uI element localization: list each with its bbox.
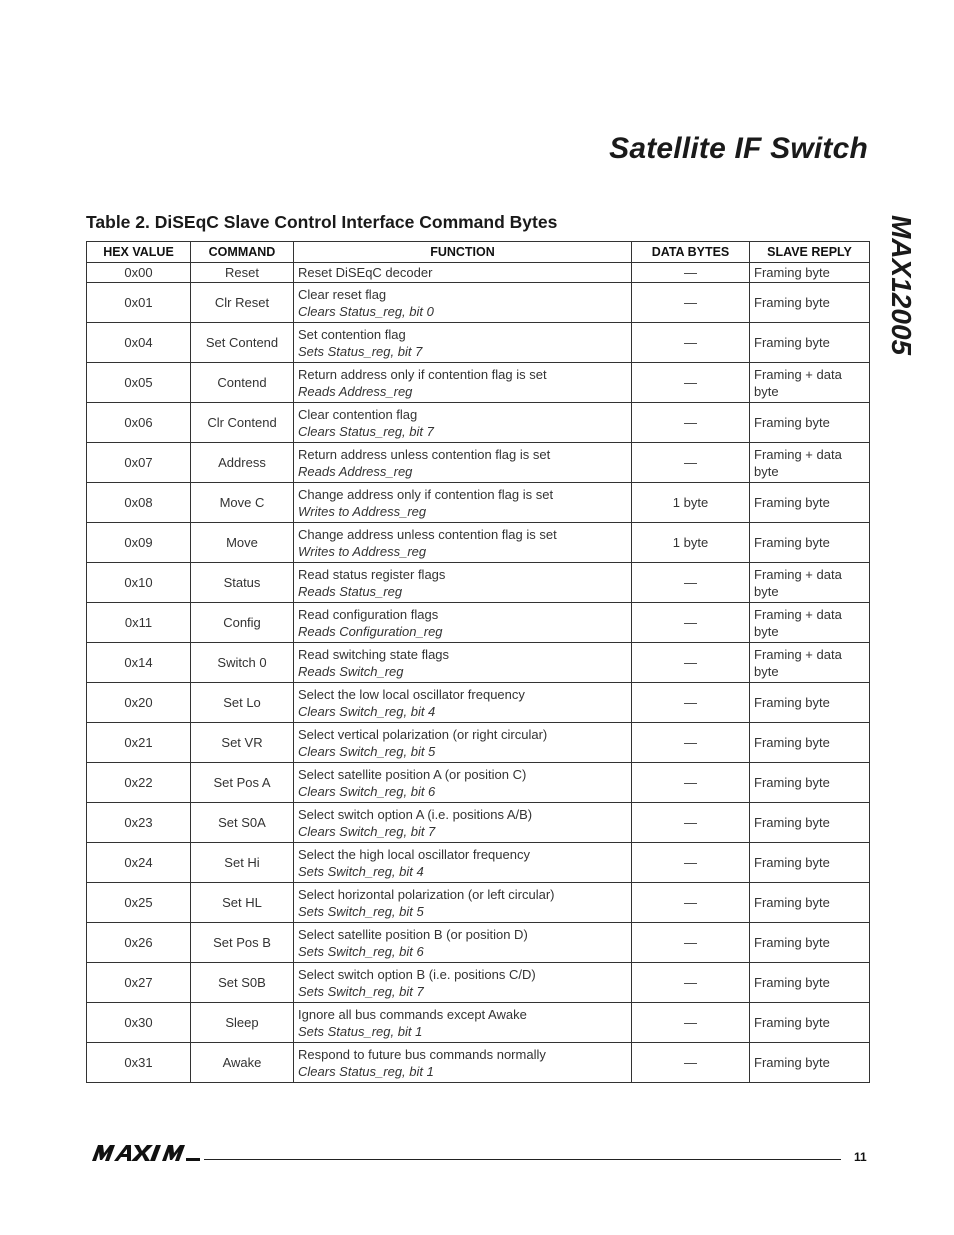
function-register: Sets Switch_reg, bit 6 <box>298 943 424 959</box>
cell-function <box>294 803 632 843</box>
table-row <box>87 523 870 563</box>
cell-command: Set Hi <box>191 843 294 883</box>
cell-slave-reply: Framing + data byte <box>750 643 870 683</box>
cell-hex-value: 0x24 <box>87 843 191 883</box>
function-description: Select vertical polarization (or right circular) <box>298 726 548 742</box>
cell-data-bytes: — <box>632 843 750 883</box>
cell-function <box>294 483 632 523</box>
cell-slave-reply: Framing byte <box>750 323 870 363</box>
cell-data-bytes: 1 byte <box>632 483 750 523</box>
cell-function <box>294 563 632 603</box>
page-title: Satellite IF Switch <box>609 132 868 165</box>
cell-data-bytes: — <box>632 283 750 323</box>
cell-slave-reply: Framing byte <box>750 1003 870 1043</box>
table-row <box>87 843 870 883</box>
table-row <box>87 603 870 643</box>
table-row <box>87 963 870 1003</box>
cell-command: Switch 0 <box>191 643 294 683</box>
cell-command: Set HL <box>191 883 294 923</box>
table-row <box>87 1043 870 1083</box>
cell-function <box>294 723 632 763</box>
function-register: Sets Switch_reg, bit 5 <box>298 903 424 919</box>
function-description: Read switching state flags <box>298 646 450 662</box>
function-description: Clear contention flag <box>298 406 418 422</box>
page-number: 11 <box>854 1150 867 1164</box>
cell-data-bytes: — <box>632 403 750 443</box>
cell-command: Sleep <box>191 1003 294 1043</box>
function-description: Reset DiSEqC decoder <box>298 265 433 280</box>
function-register: Sets Switch_reg, bit 4 <box>298 863 424 879</box>
function-description: Select the low local oscillator frequency <box>298 686 525 702</box>
function-description: Return address unless contention flag is set <box>298 446 551 462</box>
cell-hex-value: 0x04 <box>87 323 191 363</box>
side-part-number-text: MAX12005 <box>886 215 917 356</box>
column-header-slave-reply: SLAVE REPLY <box>750 242 870 263</box>
table-row <box>87 563 870 603</box>
function-register: Clears Switch_reg, bit 7 <box>298 823 436 839</box>
function-register: Sets Status_reg, bit 1 <box>298 1023 423 1039</box>
cell-hex-value: 0x23 <box>87 803 191 843</box>
cell-function <box>294 603 632 643</box>
cell-data-bytes: — <box>632 563 750 603</box>
function-register: Writes to Address_reg <box>298 503 427 519</box>
cell-slave-reply: Framing + data byte <box>750 603 870 643</box>
cell-slave-reply: Framing + data byte <box>750 363 870 403</box>
cell-data-bytes: — <box>632 923 750 963</box>
cell-data-bytes: — <box>632 263 750 283</box>
side-part-number <box>884 215 918 415</box>
column-header-hex-value: HEX VALUE <box>87 242 191 263</box>
maxim-logo <box>90 1144 202 1162</box>
cell-function <box>294 763 632 803</box>
function-description: Select horizontal polarization (or left circular) <box>298 886 555 902</box>
cell-data-bytes: — <box>632 443 750 483</box>
cell-data-bytes: — <box>632 763 750 803</box>
table-row <box>87 683 870 723</box>
column-header-function: FUNCTION <box>294 242 632 263</box>
cell-function <box>294 403 632 443</box>
cell-command: Status <box>191 563 294 603</box>
cell-function <box>294 643 632 683</box>
function-description: Change address unless contention flag is set <box>298 526 557 542</box>
cell-hex-value: 0x30 <box>87 1003 191 1043</box>
function-register: Reads Status_reg <box>298 583 403 599</box>
function-description: Return address only if contention flag is set <box>298 366 547 382</box>
cell-command: Set S0A <box>191 803 294 843</box>
function-register: Clears Switch_reg, bit 5 <box>298 743 436 759</box>
table-header-row <box>87 242 870 263</box>
cell-command: Set S0B <box>191 963 294 1003</box>
function-description: Change address only if contention flag is set <box>298 486 554 502</box>
cell-slave-reply: Framing byte <box>750 803 870 843</box>
table-row <box>87 923 870 963</box>
function-description: Select switch option B (i.e. positions C/D) <box>298 966 536 982</box>
cell-function <box>294 363 632 403</box>
function-register: Reads Address_reg <box>298 383 413 399</box>
table-row <box>87 263 870 283</box>
cell-slave-reply: Framing byte <box>750 723 870 763</box>
cell-slave-reply: Framing + data byte <box>750 443 870 483</box>
cell-command: Set Pos A <box>191 763 294 803</box>
cell-command: Clr Contend <box>191 403 294 443</box>
cell-hex-value: 0x25 <box>87 883 191 923</box>
cell-slave-reply: Framing byte <box>750 923 870 963</box>
cell-slave-reply: Framing byte <box>750 483 870 523</box>
table-row <box>87 643 870 683</box>
table-row <box>87 283 870 323</box>
cell-slave-reply: Framing byte <box>750 263 870 283</box>
cell-function <box>294 683 632 723</box>
cell-hex-value: 0x26 <box>87 923 191 963</box>
cell-command: Reset <box>191 263 294 283</box>
table-row <box>87 363 870 403</box>
cell-hex-value: 0x20 <box>87 683 191 723</box>
cell-command: Clr Reset <box>191 283 294 323</box>
cell-command: Awake <box>191 1043 294 1083</box>
cell-slave-reply: Framing byte <box>750 403 870 443</box>
function-register: Reads Switch_reg <box>298 663 404 679</box>
cell-slave-reply: Framing byte <box>750 963 870 1003</box>
cell-hex-value: 0x05 <box>87 363 191 403</box>
cell-data-bytes: — <box>632 643 750 683</box>
cell-hex-value: 0x27 <box>87 963 191 1003</box>
cell-hex-value: 0x21 <box>87 723 191 763</box>
cell-command: Set Contend <box>191 323 294 363</box>
cell-command: Contend <box>191 363 294 403</box>
cell-hex-value: 0x14 <box>87 643 191 683</box>
cell-slave-reply: Framing byte <box>750 523 870 563</box>
cell-slave-reply: Framing byte <box>750 763 870 803</box>
cell-slave-reply: Framing byte <box>750 883 870 923</box>
cell-data-bytes: — <box>632 1003 750 1043</box>
table-row <box>87 443 870 483</box>
table-body <box>87 263 870 1083</box>
footer-rule <box>204 1159 841 1160</box>
cell-data-bytes: — <box>632 803 750 843</box>
table-caption: Table 2. DiSEqC Slave Control Interface Command Bytes <box>86 212 558 232</box>
table-row <box>87 483 870 523</box>
cell-function <box>294 283 632 323</box>
cell-hex-value: 0x11 <box>87 603 191 643</box>
cell-slave-reply: Framing byte <box>750 683 870 723</box>
cell-hex-value: 0x01 <box>87 283 191 323</box>
cell-function <box>294 963 632 1003</box>
table-row <box>87 803 870 843</box>
cell-function <box>294 923 632 963</box>
cell-data-bytes: — <box>632 323 750 363</box>
cell-hex-value: 0x06 <box>87 403 191 443</box>
cell-function <box>294 523 632 563</box>
function-register: Clears Switch_reg, bit 4 <box>298 703 436 719</box>
function-description: Select the high local oscillator frequency <box>298 846 530 862</box>
function-description: Select satellite position A (or position C) <box>298 766 527 782</box>
table-row <box>87 323 870 363</box>
cell-function <box>294 843 632 883</box>
cell-hex-value: 0x00 <box>87 263 191 283</box>
function-register: Clears Switch_reg, bit 6 <box>298 783 436 799</box>
function-register: Clears Status_reg, bit 1 <box>298 1063 434 1079</box>
cell-slave-reply: Framing byte <box>750 283 870 323</box>
cell-command: Move <box>191 523 294 563</box>
function-description: Ignore all bus commands except Awake <box>298 1006 527 1022</box>
cell-command: Set Pos B <box>191 923 294 963</box>
cell-data-bytes: — <box>632 723 750 763</box>
function-description: Read status register flags <box>298 566 446 582</box>
cell-function <box>294 1003 632 1043</box>
function-register: Clears Status_reg, bit 0 <box>298 303 434 319</box>
cell-data-bytes: — <box>632 1043 750 1083</box>
cell-data-bytes: — <box>632 363 750 403</box>
function-register: Sets Status_reg, bit 7 <box>298 343 423 359</box>
function-register: Writes to Address_reg <box>298 543 427 559</box>
cell-command: Config <box>191 603 294 643</box>
cell-data-bytes: — <box>632 883 750 923</box>
table-row <box>87 723 870 763</box>
function-register: Sets Switch_reg, bit 7 <box>298 983 424 999</box>
cell-function <box>294 263 632 283</box>
cell-function <box>294 1043 632 1083</box>
table-row <box>87 1003 870 1043</box>
cell-slave-reply: Framing + data byte <box>750 563 870 603</box>
cell-command: Move C <box>191 483 294 523</box>
function-register: Reads Configuration_reg <box>298 623 443 639</box>
cell-hex-value: 0x09 <box>87 523 191 563</box>
cell-command: Address <box>191 443 294 483</box>
cell-command: Set VR <box>191 723 294 763</box>
table-row <box>87 883 870 923</box>
cell-command: Set Lo <box>191 683 294 723</box>
function-register: Reads Address_reg <box>298 463 413 479</box>
function-description: Clear reset flag <box>298 286 387 302</box>
cell-data-bytes: — <box>632 603 750 643</box>
cell-hex-value: 0x10 <box>87 563 191 603</box>
command-table <box>86 241 870 1083</box>
cell-slave-reply: Framing byte <box>750 843 870 883</box>
column-header-command: COMMAND <box>191 242 294 263</box>
cell-slave-reply: Framing byte <box>750 1043 870 1083</box>
cell-function <box>294 323 632 363</box>
function-description: Respond to future bus commands normally <box>298 1046 546 1062</box>
table-row <box>87 763 870 803</box>
function-description: Set contention flag <box>298 326 406 342</box>
function-register: Clears Status_reg, bit 7 <box>298 423 434 439</box>
cell-hex-value: 0x22 <box>87 763 191 803</box>
cell-data-bytes: — <box>632 683 750 723</box>
cell-function <box>294 883 632 923</box>
table-row <box>87 403 870 443</box>
cell-hex-value: 0x08 <box>87 483 191 523</box>
function-description: Read configuration flags <box>298 606 439 622</box>
cell-data-bytes: 1 byte <box>632 523 750 563</box>
function-description: Select switch option A (i.e. positions A/B) <box>298 806 533 822</box>
cell-function <box>294 443 632 483</box>
cell-hex-value: 0x31 <box>87 1043 191 1083</box>
cell-data-bytes: — <box>632 963 750 1003</box>
function-description: Select satellite position B (or position D) <box>298 926 528 942</box>
column-header-data-bytes: DATA BYTES <box>632 242 750 263</box>
cell-hex-value: 0x07 <box>87 443 191 483</box>
